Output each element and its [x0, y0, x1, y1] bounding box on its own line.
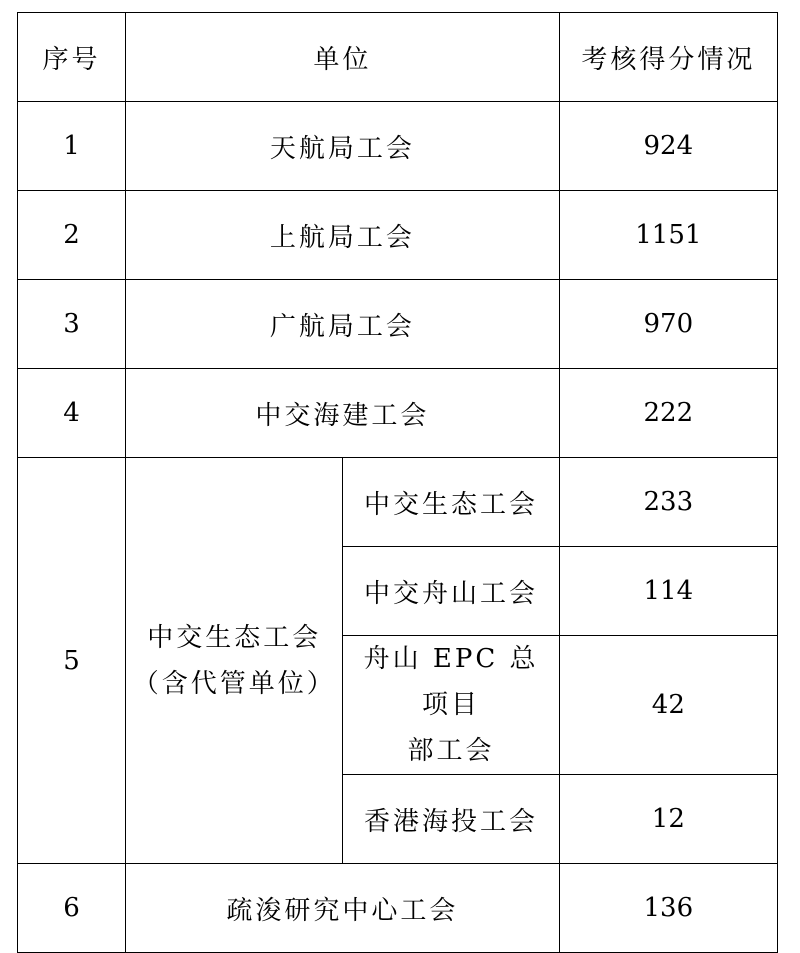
- table-row: [18, 102, 778, 191]
- row-seq: 4: [18, 369, 126, 458]
- sub-unit: 香港海投工会: [343, 775, 559, 864]
- row-unit: 疏浚研究中心工会: [126, 864, 560, 953]
- table-row: [18, 369, 778, 458]
- row-seq: 5: [18, 458, 126, 864]
- row-unit: 上航局工会: [126, 191, 560, 280]
- row-score: 924: [559, 102, 777, 191]
- row-score: 136: [559, 864, 777, 953]
- sub-score: 233: [559, 458, 777, 547]
- row-unit: 天航局工会: [126, 102, 560, 191]
- row-seq: 6: [18, 864, 126, 953]
- group-unit-line2: （含代管单位）: [132, 668, 336, 699]
- sub-unit-line1: 舟山 EPC 总项目: [363, 644, 539, 720]
- table-row: [18, 458, 778, 547]
- row-score: 222: [559, 369, 777, 458]
- sub-unit: 中交生态工会: [343, 458, 559, 547]
- row-unit: 广航局工会: [126, 280, 560, 369]
- header-seq: 序号: [18, 13, 126, 102]
- row-seq: 3: [18, 280, 126, 369]
- sub-score: 12: [559, 775, 777, 864]
- table-row: [18, 864, 778, 953]
- sub-unit: 中交舟山工会: [343, 547, 559, 636]
- table-row: [18, 280, 778, 369]
- row-seq: 2: [18, 191, 126, 280]
- sub-unit: [343, 636, 559, 775]
- sub-unit-line2: 部工会: [407, 736, 495, 766]
- row-score: 970: [559, 280, 777, 369]
- table-row: [18, 191, 778, 280]
- row-score: 1151: [559, 191, 777, 280]
- group-unit-line1: 中交生态工会: [147, 622, 322, 653]
- header-unit: 单位: [126, 13, 560, 102]
- group-unit: [126, 458, 343, 864]
- row-unit: 中交海建工会: [126, 369, 560, 458]
- row-seq: 1: [18, 102, 126, 191]
- score-table: [17, 12, 778, 953]
- sub-score: 42: [559, 636, 777, 775]
- header-row: [18, 13, 778, 102]
- sub-score: 114: [559, 547, 777, 636]
- header-score: 考核得分情况: [559, 13, 777, 102]
